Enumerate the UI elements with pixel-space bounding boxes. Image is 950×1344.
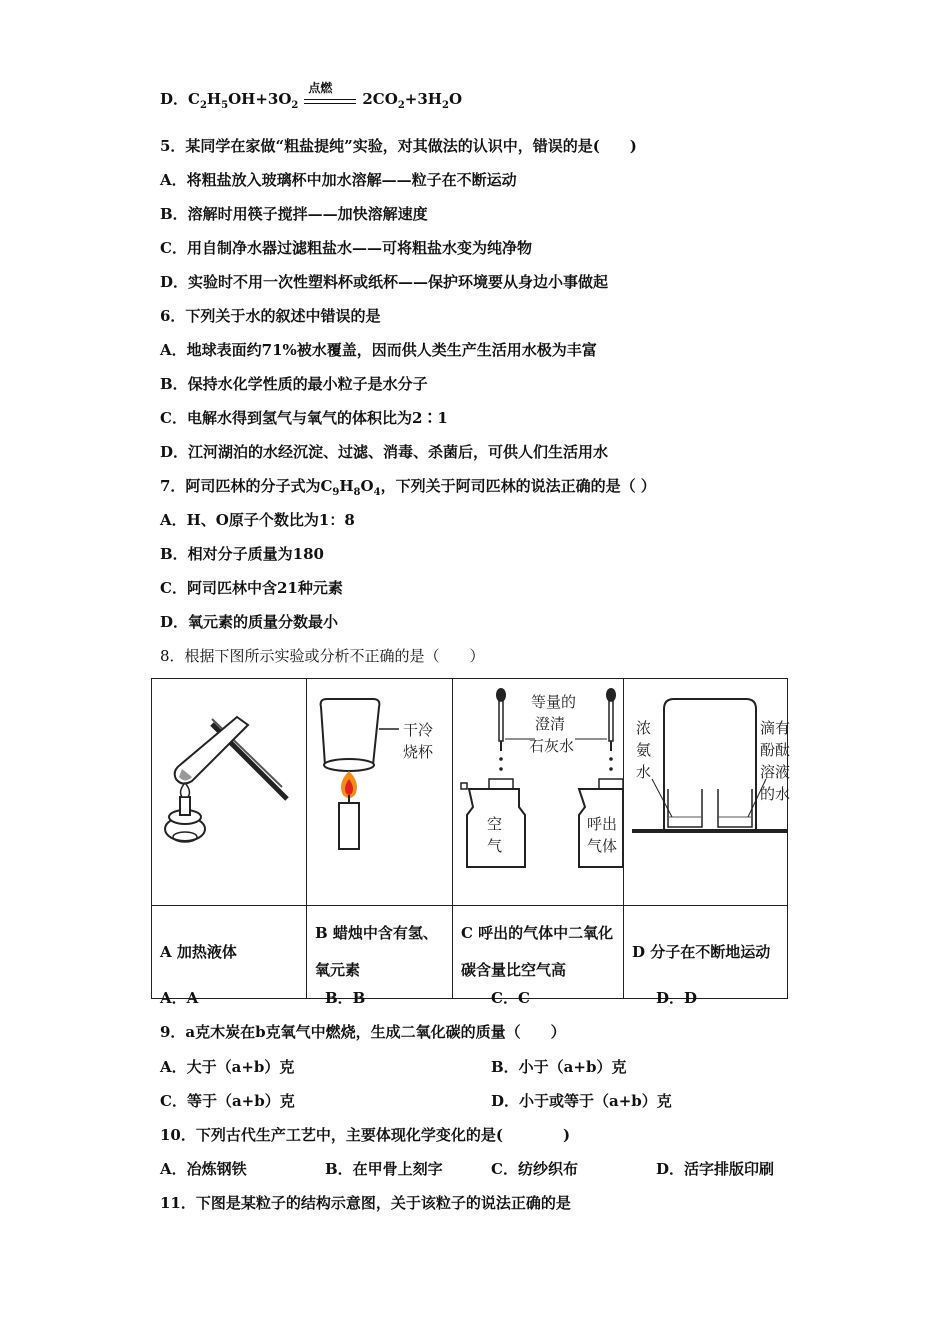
q9-option-b: B．小于（a+b）克: [491, 1058, 627, 1076]
q6-option-b: B．保持水化学性质的最小粒子是水分子: [160, 375, 428, 393]
q10-option-a: A．冶炼钢铁: [160, 1160, 247, 1178]
breath-label: 呼出气体: [587, 816, 618, 855]
test-tube-alcohol-lamp-drawing: [152, 679, 306, 901]
air-label: 空气: [487, 816, 503, 855]
q10-option-b: B．在甲骨上刻字: [325, 1160, 443, 1178]
beakers-bell-jar-drawing: [624, 679, 791, 901]
q9-option-c: C．等于（a+b）克: [160, 1092, 295, 1110]
q5-option-a: A．将粗盐放入玻璃杯中加水溶解——粒子在不断运动: [160, 171, 517, 189]
q10-stem: 10．下列古代生产工艺中，主要体现化学变化的是( ): [160, 1126, 571, 1144]
q7-stem: 7．阿司匹林的分子式为$C_9H_8O_4$，下列关于阿司匹林的说法正确的是（ ）: [160, 477, 656, 498]
reaction-condition: 点燃: [302, 90, 358, 110]
caption-c: C 呼出的气体中二氧化碳含量比空气高: [453, 906, 624, 999]
q4-option-d: D．$C_2H_5OH+3O_2$ 点燃 $2CO_2+3H_2O$: [160, 81, 463, 111]
q7-option-d: D．氧元素的质量分数最小: [160, 613, 339, 631]
q5-stem: 5．某同学在家做“粗盐提纯”实验，对其做法的认识中，错误的是( ): [160, 137, 637, 155]
cup-label: 干冷烧杯: [403, 722, 434, 761]
q5-option-b: B．溶解时用筷子搅拌——加快溶解速度: [160, 205, 428, 223]
q6-stem: 6．下列关于水的叙述中错误的是: [160, 307, 381, 325]
limewater-label: 等量的澄清石灰水: [529, 694, 577, 755]
caption-b: B 蜡烛中含有氢、氧元素: [307, 906, 453, 999]
q8-figure-table: [151, 678, 791, 999]
q10-option-c: C．纺纱织布: [491, 1160, 578, 1178]
q6-option-a: A．地球表面约71%被水覆盖，因而供人类生产生活用水极为丰富: [160, 341, 597, 359]
caption-a: A 加热液体: [152, 906, 307, 999]
q8-option-d: D．D: [656, 989, 698, 1007]
q11-stem: 11．下图是某粒子的结构示意图，关于该粒子的说法正确的是: [160, 1194, 571, 1212]
figure-c-limewater-bottles: [453, 679, 624, 906]
candle-and-cup-drawing: [307, 679, 452, 901]
q8-option-a: A．A: [160, 989, 199, 1007]
q7-option-a: A．H、O原子个数比为1：8: [160, 511, 355, 529]
q5-option-d: D．实验时不用一次性塑料杯或纸杯——保护环境要从身边小事做起: [160, 273, 609, 291]
q8-option-b: B．B: [325, 989, 366, 1007]
q9-option-d: D．小于或等于（a+b）克: [491, 1092, 672, 1110]
figure-d-ammonia-phenolphthalein: [624, 679, 791, 906]
q6-option-d: D．江河湖泊的水经沉淀、过滤、消毒、杀菌后，可供人们生活用水: [160, 443, 609, 461]
q9-stem: 9．a克木炭在b克氧气中燃烧，生成二氧化碳的质量（ ）: [160, 1023, 566, 1041]
q8-option-c: C．C: [491, 989, 530, 1007]
q7-option-b: B．相对分子质量为180: [160, 545, 324, 563]
phenol-label: 滴有酚酞溶液的水: [760, 720, 791, 803]
q9-option-a: A．大于（a+b）克: [160, 1058, 295, 1076]
q8-stem: 8．根据下图所示实验或分析不正确的是（ ）: [160, 647, 485, 665]
q7-option-c: C．阿司匹林中含21种元素: [160, 579, 343, 597]
gas-bottles-drawing: [453, 679, 623, 901]
caption-d: D 分子在不断地运动: [624, 906, 788, 999]
q5-option-c: C．用自制净水器过滤粗盐水——可将粗盐水变为纯净物: [160, 239, 532, 257]
ammonia-label: 浓氨水: [636, 720, 652, 781]
q6-option-c: C．电解水得到氢气与氧气的体积比为2∶1: [160, 409, 448, 427]
q10-option-d: D．活字排版印刷: [656, 1160, 775, 1178]
figure-b-candle-cup: [307, 679, 453, 906]
figure-a-heating-liquid: [152, 679, 307, 906]
